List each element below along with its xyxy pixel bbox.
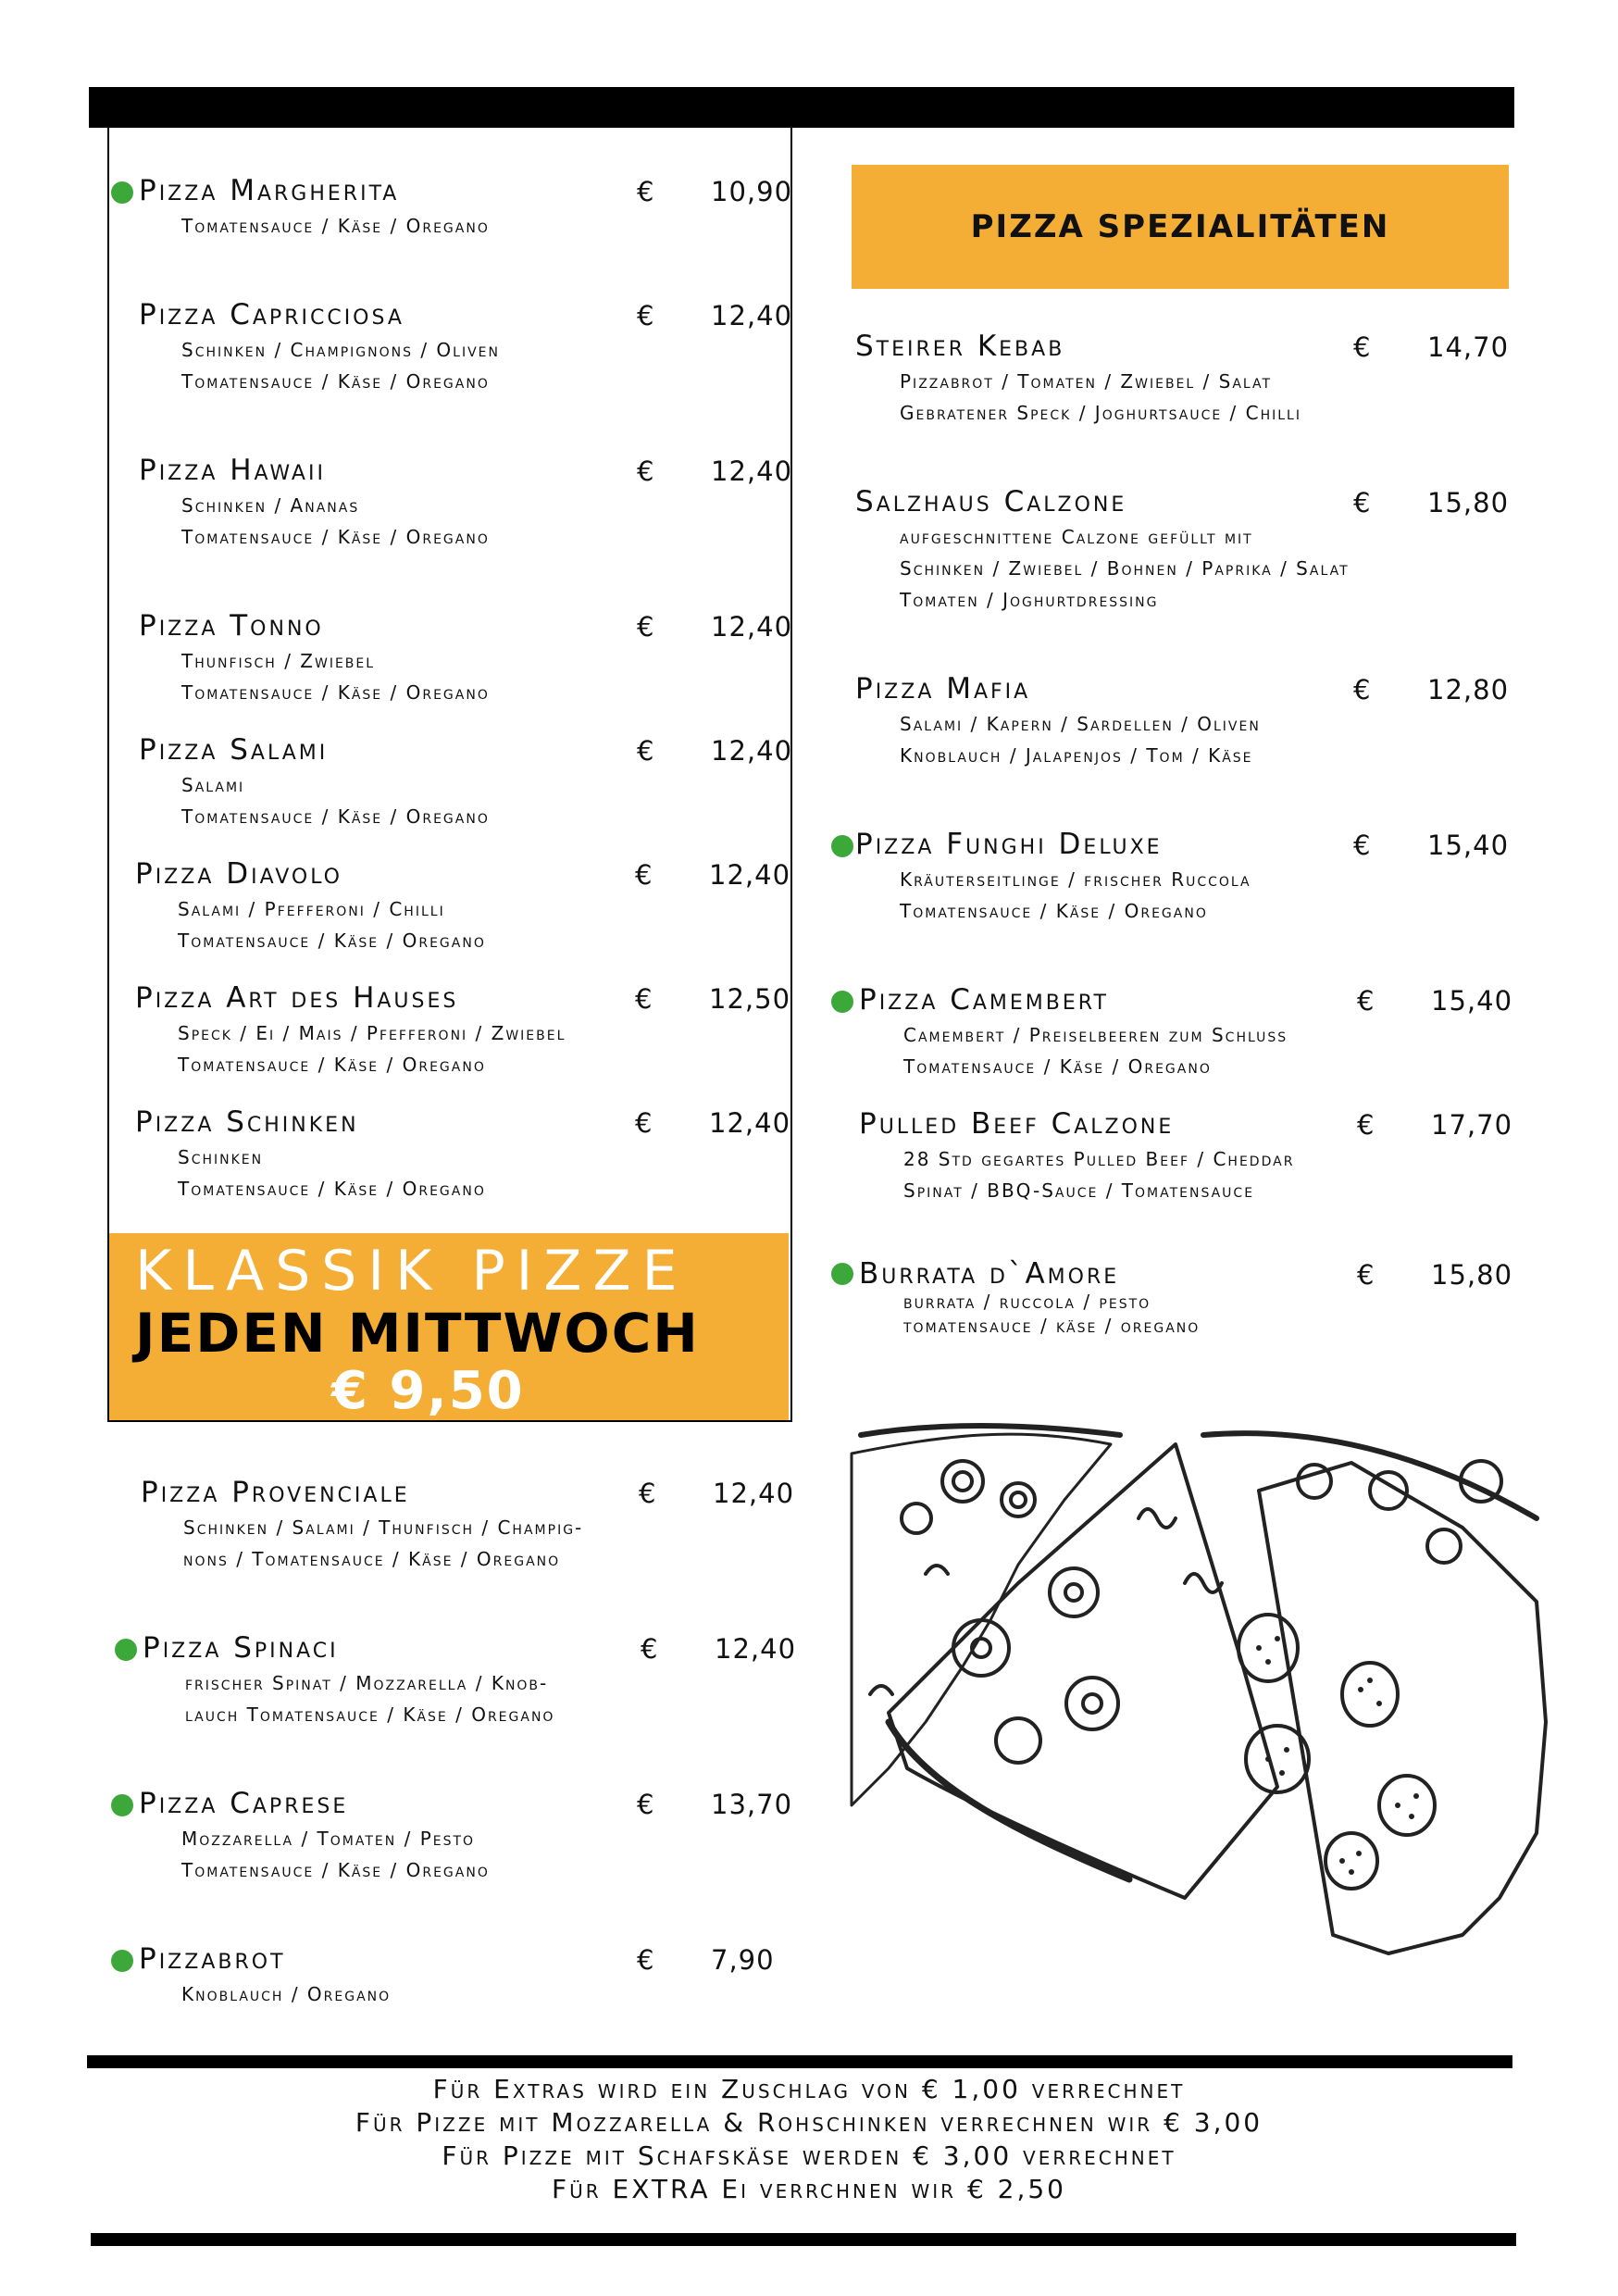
item-desc: Schinken / Zwiebel / Bohnen / Paprika / Salat <box>900 557 1350 580</box>
item-desc: Schinken / Salami / Thunfisch / Champig- <box>183 1516 584 1539</box>
item-desc: lauch Tomatensauce / Käse / Oregano <box>185 1703 555 1726</box>
item-name: Pizza Capricciosa <box>139 298 404 331</box>
promo-title: KLASSIK PIZZE <box>135 1239 689 1304</box>
item-desc: Kräuterseitlinge / frischer Ruccola <box>900 868 1251 891</box>
item-name: Pizza Camembert <box>859 983 1109 1017</box>
item-price: € 12,40 <box>637 300 793 331</box>
item-desc: Tomatensauce / Käse / Oregano <box>181 215 490 237</box>
item-name: Pizza Margherita <box>139 174 400 207</box>
item-price: € 7,90 <box>637 1944 775 1976</box>
item-desc: Tomatensauce / Käse / Oregano <box>181 526 490 548</box>
item-desc: Schinken <box>178 1146 264 1168</box>
item-price: € 15,40 <box>1357 985 1513 1017</box>
item-desc: Pizzabrot / Tomaten / Zwiebel / Salat <box>900 370 1273 393</box>
vegetarian-dot-icon <box>831 991 853 1013</box>
item-price: € 14,70 <box>1353 331 1510 363</box>
item-desc: Schinken / Champignons / Oliven <box>181 339 500 361</box>
footer-note: Für EXTRA Ei verrchnen wir € 2,50 <box>552 2174 1066 2204</box>
promo-price: € 9,50 <box>331 1361 525 1421</box>
item-name: Pizza Diavolo <box>135 857 342 891</box>
item-desc: Tomatensauce / Käse / Oregano <box>178 930 486 952</box>
item-desc: Mozzarella / Tomaten / Pesto <box>181 1828 476 1850</box>
item-name: Pizza Caprese <box>139 1787 349 1820</box>
item-desc: Speck / Ei / Mais / Pfefferoni / Zwiebel <box>178 1022 566 1044</box>
promo-day: JEDEN MITTWOCH <box>135 1302 700 1365</box>
special-title: PIZZA SPEZIALITÄTEN <box>970 208 1390 245</box>
item-price: € 12,50 <box>635 983 791 1015</box>
item-desc: Schinken / Ananas <box>181 494 360 517</box>
item-name: Pizza Tonno <box>139 609 324 643</box>
item-desc: Spinat / BBQ-Sauce / Tomatensauce <box>903 1179 1255 1202</box>
item-desc: Tomaten / Joghurtdressing <box>900 589 1159 611</box>
item-desc: aufgeschnittene Calzone gefüllt mit <box>900 526 1253 548</box>
item-name: Pizza Salami <box>139 733 329 767</box>
item-price: € 12,40 <box>637 611 793 643</box>
item-price: € 12,80 <box>1353 674 1510 705</box>
vegetarian-dot-icon <box>831 835 853 857</box>
top-bar <box>89 87 1514 128</box>
item-price: € 12,40 <box>637 455 793 487</box>
item-desc: 28 Std gegartes Pulled Beef / Cheddar <box>903 1148 1295 1170</box>
vegetarian-dot-icon <box>111 1950 133 1972</box>
item-desc: Salami / Pfefferoni / Chilli <box>178 898 445 920</box>
vegetarian-dot-icon <box>111 1794 133 1816</box>
item-desc: Knoblauch / Jalapenjos / Tom / Käse <box>900 744 1253 767</box>
item-desc: Camembert / Preiselbeeren zum Schluss <box>903 1024 1288 1046</box>
item-desc: tomatensauce / käse / oregano <box>903 1315 1201 1337</box>
item-name: Pulled Beef Calzone <box>859 1107 1175 1141</box>
item-price: € 13,70 <box>637 1789 793 1820</box>
item-desc: Salami <box>181 774 245 796</box>
item-desc: Tomatensauce / Käse / Oregano <box>900 900 1208 922</box>
item-price: € 15,80 <box>1353 487 1510 518</box>
item-price: € 12,40 <box>641 1633 797 1665</box>
vegetarian-dot-icon <box>111 181 133 204</box>
item-desc: nons / Tomatensauce / Käse / Oregano <box>183 1548 561 1570</box>
item-name: Pizza Schinken <box>135 1105 359 1139</box>
footer-note: Für Pizze mit Schafskäse werden € 3,00 verrechnet <box>442 2140 1176 2171</box>
promo-box <box>109 1233 789 1420</box>
item-desc: Knoblauch / Oregano <box>181 1983 392 2005</box>
item-name: Salzhaus Calzone <box>855 485 1127 518</box>
item-name: Steirer Kebab <box>855 330 1065 363</box>
item-desc: frischer Spinat / Mozzarella / Knob- <box>185 1672 549 1694</box>
footer-top-bar <box>87 2055 1512 2068</box>
item-price: € 15,80 <box>1357 1259 1513 1291</box>
item-name: Pizza Spinaci <box>143 1631 339 1665</box>
item-desc: Tomatensauce / Käse / Oregano <box>181 681 490 704</box>
item-name: Pizza Art des Hauses <box>135 981 459 1015</box>
item-name: Pizza Hawaii <box>139 454 326 487</box>
vegetarian-dot-icon <box>831 1263 853 1285</box>
item-desc: burrata / ruccola / pesto <box>903 1291 1151 1313</box>
item-name: Pizza Provenciale <box>141 1476 410 1509</box>
item-price: € 12,40 <box>639 1478 795 1509</box>
item-price: € 15,40 <box>1353 830 1510 861</box>
item-desc: Tomatensauce / Käse / Oregano <box>181 805 490 828</box>
item-price: € 12,40 <box>637 735 793 767</box>
item-desc: Salami / Kapern / Sardellen / Oliven <box>900 713 1261 735</box>
item-desc: Tomatensauce / Käse / Oregano <box>178 1178 486 1200</box>
item-desc: Tomatensauce / Käse / Oregano <box>903 1055 1212 1078</box>
item-price: € 17,70 <box>1357 1109 1513 1141</box>
item-name: Pizzabrot <box>139 1942 286 1976</box>
pizza-slices-illustration <box>833 1416 1555 1972</box>
item-price: € 12,40 <box>635 1107 791 1139</box>
item-desc: Gebratener Speck / Joghurtsauce / Chilli <box>900 402 1301 424</box>
item-desc: Tomatensauce / Käse / Oregano <box>181 1859 490 1881</box>
item-price: € 12,40 <box>635 859 791 891</box>
item-name: Pizza Mafia <box>855 672 1031 705</box>
footer-bottom-bar <box>91 2233 1516 2246</box>
item-desc: Tomatensauce / Käse / Oregano <box>178 1054 486 1076</box>
item-name: Pizza Funghi Deluxe <box>855 828 1163 861</box>
footer-note: Für Pizze mit Mozzarella & Rohschinken verrechnen wir € 3,00 <box>355 2107 1263 2138</box>
vegetarian-dot-icon <box>115 1639 137 1661</box>
footer-note: Für Extras wird ein Zuschlag von € 1,00 verrechnet <box>432 2074 1186 2104</box>
item-desc: Tomatensauce / Käse / Oregano <box>181 370 490 393</box>
item-desc: Thunfisch / Zwiebel <box>181 650 376 672</box>
item-name: Burrata d`Amore <box>859 1257 1120 1291</box>
item-price: € 10,90 <box>637 176 793 207</box>
